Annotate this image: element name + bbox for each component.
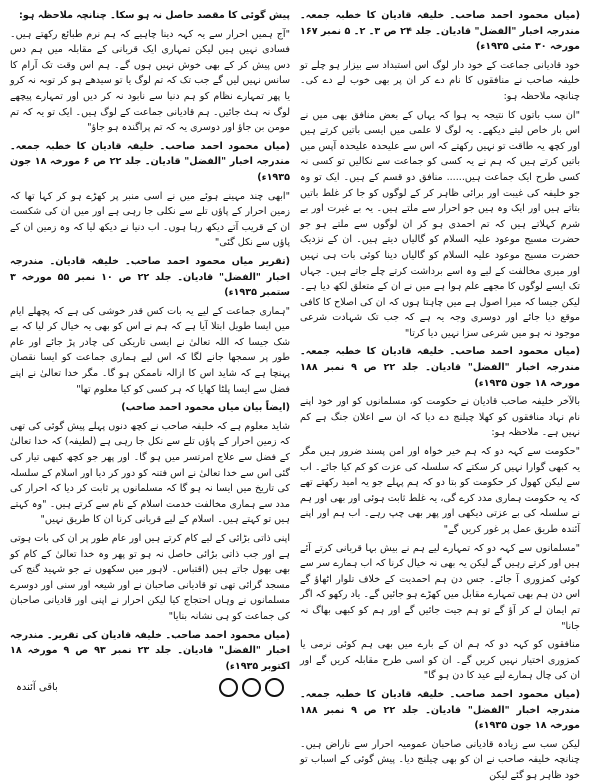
quotation: "ہماری جماعت کے لیے یہ بات کس قدر خوشی کی ہے کہ پچھلے ایام میں ایسا طویل ابتلا آیا ہے کہ ہم نے اس کو بھی یہ خیال کر لیا کہ بے شک جیسا کہ اللہ تعالیٰ نے ایسی تاریکی کی چادر پڑ جائے اور عام طور پر سمجھا جانے لگا کہ اس لیے ہماری جماعت کو ایسا نقصان پہنچا ہے کہ شاید اس کا ازالہ ناممکن ہو گا۔ مگر خدا تعالیٰ نے اپنے فضل سے ایسا پلٹا کھایا کہ ہر کسی کو کیا معلوم تھا" <box>10 305 290 395</box>
quotation: "مسلمانوں سے کہہ دو کہ تمہارے لیے ہم نے بیش بہا قربانی کرتے آئے ہیں اور کرتے رہیں گے لیکن یہ بھی نہ خیال کرنا کہ اب ہمارے سر سے کوئی کمزوری آ جائے۔ جس دن ہم احمدیت کے خلاف تلوار اٹھاؤ گے اس دن ہم بھی تمہارے مقابل میں کھڑے ہو جائیں گے۔ یاد رکھو کہ اگر تم ایمان لے کر آؤ گے تو ہم جیت جائیں گے اور ہم کو کبھی بھاگ نہ جانا" <box>300 542 580 632</box>
paragraph: پیش گوئی کا مقصد حاصل نہ ہو سکا۔ چنانچہ ملاحظہ ہو: <box>19 10 290 21</box>
citation: (میاں محمود احمد صاحب۔ خلیفہ قادیان کا خطبہ جمعہ۔ مندرجہ اخبار "الفضل" قادیان۔ جلد ۲۲ ص ۹ نمبر ۱۸۸ مورخہ ۱۸ جون ۱۹۳۵ء) <box>300 688 580 732</box>
circle-ornament-icon <box>265 678 284 697</box>
citation: (ایضاً بیان میاں محمود احمد صاحب) <box>121 402 290 414</box>
citation: (میاں محمود احمد صاحب۔ خلیفہ قادیان کی تقریر۔ مندرجہ اخبار "الفضل" قادیان۔ جلد ۲۳ نمبر ۹۳ ص ۹ مورخہ ۱۸ اکتوبر ۱۹۳۵ء) <box>10 629 290 672</box>
citation: (تقریر میاں محمود احمد صاحب۔ خلیفہ قادیان۔ مندرجہ اخبار "الفضل" قادیان۔ جلد ۲۲ ص ۱۰ نمبر ۵۵ مورخہ ۳ ستمبر ۱۹۳۵ء) <box>10 255 290 299</box>
two-column-text <box>10 8 580 781</box>
right-column <box>300 8 580 781</box>
circle-ornament-icon <box>242 678 261 697</box>
left-column <box>10 8 290 764</box>
three-circles-ornament-icon <box>219 678 284 697</box>
quotation: منافقوں کو کہہ دو کہ ہم ان کے بارے میں بھی ہم کوئی نرمی یا کمزوری اختیار نہیں کریں گے۔ ان کو اسی طرح مقابلہ کریں گے اور ان کی چال ہمارے لیے عید کا دن ہو گا" <box>300 639 580 682</box>
citation: (میاں محمود احمد صاحب۔ خلیفہ قادیان کا خطبہ جمعہ۔ مندرجہ اخبار "الفضل" قادیان۔ جلد ۲۲ ص ۹ نمبر ۱۸۸ مورخہ ۱۸ جون ۱۹۳۵ء) <box>300 346 580 389</box>
paragraph: خود قادیانی جماعت کے خود دار لوگ اس استبداد سے بیزار ہو چلے تو خلیفہ صاحب نے منافقوں کا نام دے کر ان پر بھی خوب لے دے کی۔ چنانچہ ملاحظہ ہو: <box>300 59 580 102</box>
quotation: "آج ہمیں احرار سے یہ کہہ دینا چاہیے کہ ہم نرم طبائع رکھتے ہیں۔ فسادی نہیں ہیں لیکن تمہاری ایک قربانی کے مقابلہ میں ہم دس دس پیش کر کے بھی خوش نہیں ہوں گے۔ ہم اس وقت تک آرام کا سانس نہیں لیں گے جب تک کہ تم لوگ یا تو سیدھے ہو کر توبہ نہ کرو یا پھر تمہارے نظام کو ہم دنیا سے نابود نہ کر دیں اور تمہارے پیچھے لوگ نہ ہٹ جائیں۔ ہم قادیانی جماعت کے لوگ ہیں۔ ایک تو یہ کہ تم مومن بن جاؤ اور دوسری یہ کہ تم پراگندہ ہو جاؤ" <box>10 28 290 134</box>
continued-note: باقی آئندہ <box>16 682 58 694</box>
paragraph: لیکن سب سے زیادہ قادیانی صاحبان عمومیہ احرار سے ناراض ہیں۔ چنانچہ خلیفہ صاحب نے ان کو بھی چیلنج دیا۔ پیش گوئی کے اسباب تو خود ظاہر ہو گئے لیکن <box>300 738 580 781</box>
citation: (میاں محمود احمد صاحب۔ خلیفہ قادیان کا خطبہ جمعہ۔ مندرجہ اخبار "الفضل" قادیان۔ جلد ۲۴ ص ۳۔ ۲۔ ۵ نمبر ۱۶۷ مورخہ ۳۰ مئی ۱۹۳۵ء) <box>300 10 580 53</box>
paragraph: شاید معلوم ہے کہ خلیفہ صاحب نے کچھ دنوں پہلے پیش گوئی کی تھی کہ زمین احرار کے پاؤں تلے سے نکل جا رہی ہے (لطیفہ) کہ خدا تعالیٰ کے فضل سے علاج امرتسر میں ہو گا۔ اور پھر جو کچھ کبھی تیار کی گئی اس سے خدا تعالیٰ نے اس فتنہ کو دور کر دیا اور اسلام کے سلسلہ کی تاریخ میں ایسا نہ ہو گا کہ مسلمانوں پر ثابت کر دیا کہ احرار کی مدد سے ہماری مخالفت خدمت اسلام کے نام سے کرتے ہیں۔ "وہ کہتے ہیں تو کہتے ہیں۔ اسلام کے لیے قربانی کرنا ان کا طریق نہیں" <box>10 420 290 526</box>
paragraph: اپنی ذاتی بڑائی کے لیے کام کرتے ہیں اور عام طور پر ان کی بات ہوتی ہے اور جب ذاتی بڑائی حاصل نہ ہو تو پھر وہ خدا تعالیٰ کے کام کو بھی بھول جاتے ہیں (اقتباس۔ لاہور میں سکھوں نے جو شہید گنج کی مسجد گرائی تھی تو قادیانی صاحبان نے اور شیعہ اور سنی اور دوسرے مسلمانوں نے وہاں احتجاج کیا لیکن احرار نے اپنی اور قادیانی صاحبان کی جماعت کو ہی نشانہ بنایا" <box>10 533 290 622</box>
quotation: "حکومت سے کہہ دو کہ ہم خیر خواہ اور امن پسند ضرور ہیں مگر یہ کبھی گوارا نہیں کر سکتے کہ سلسلہ کی عزت کو کم کیا جائے۔ اب سے لیکن کھول کر حکومت کو بتا دو کہ ہم پہلے جو یہ امید رکھتے تھے کہ یہ حکومت ہماری مدد کرے گی، یہ غلط ثابت ہوئی اور بھی اور ہم نے سلسلہ کی بے عزتی دیکھی اور پھر بھی چپ رہے۔ اب ہم اور اپنے آئندہ طریق عمل پر غور کریں گے" <box>300 446 580 535</box>
quotation: "ان سب باتوں کا نتیجہ یہ ہوا کہ یہاں کے بعض منافق بھی میں نے اس بار خاص لیتے دیکھے۔ یہ لوگ لا علمی میں ایسی باتیں کرتے ہیں اور کچھ یہ طاقت تو نہیں رکھتے کہ اس سے علیحدہ علیحدہ آپس میں باتیں کرتے ہیں کہ ہم نے یہ کسی کو جماعت سے نکالیں تو کسی نہ کسی طرح ایک جماعت ہیں...... منافق دو قسم کے ہیں۔ ایک تو وہ جو خلیفہ کی غیبت اور برائی ظاہر کر کے لوگوں کو جا کر غلط باتیں بتاتے ہیں اور ایک وہ ہیں جو احرار سے ملتے ہیں۔ یہ بے غیرت اور بے شرم کہلاتے ہیں کہ تم احمدی ہو کر ان لوگوں سے ملتے ہو جو حضرت مسیح موعود علیہ السلام کو گالیاں دیتے ہیں۔ ان کے نزدیک حضرت مسیح موعود علیہ السلام کو گالیاں دینا کوئی بات ہی نہیں اور میری مخالفت کے لیے وہ اسے برداشت کرتے چلے جاتے ہیں۔ جہاں تک ایسے لوگوں کا مجھے علم ہوا ہے میں نے ان کے متعلق لکھ دیا ہے۔ لیکن جیسا کہ میرا اصول ہے میں چاہتا ہوں کہ ان کی اصلاح کا کافی موقع دیا جائے اور دوسری وجہ یہ ہے کہ جب تک شہادت شرعی موجود نہ ہو میں شرعی سزا نہیں دیا کرتا" <box>300 109 580 339</box>
circle-ornament-icon <box>219 678 238 697</box>
column-footer <box>10 678 290 697</box>
paragraph: بالآخر خلیفہ صاحب قادیان نے حکومت کو، مسلمانوں کو اور خود اپنے نام نہاد منافقوں کو کھلا چیلنج دے دیا کہ ان سے اعلان جنگ ہے کم نہیں ہے۔ ملاحظہ ہو: <box>300 396 580 439</box>
citation: (میاں محمود احمد صاحب۔ خلیفہ قادیان کا خطبہ جمعہ۔ مندرجہ اخبار "الفضل" قادیان۔ جلد ۲۲ ص ۶ مورخہ ۱۸ جون ۱۹۳۵ء) <box>10 140 290 183</box>
quotation: "ابھی چند مہینے ہوئے میں نے اسی منبر پر کھڑے ہو کر کہا تھا کہ زمین احرار کے پاؤں تلے سے نکلی جا رہی ہے اور میں ان کی شکست ان کے قریب آتے دیکھ رہا ہوں۔ اب دنیا نے دیکھ لیا کہ وہ زمین ان کے پاؤں سے نکل گئی" <box>10 190 290 249</box>
